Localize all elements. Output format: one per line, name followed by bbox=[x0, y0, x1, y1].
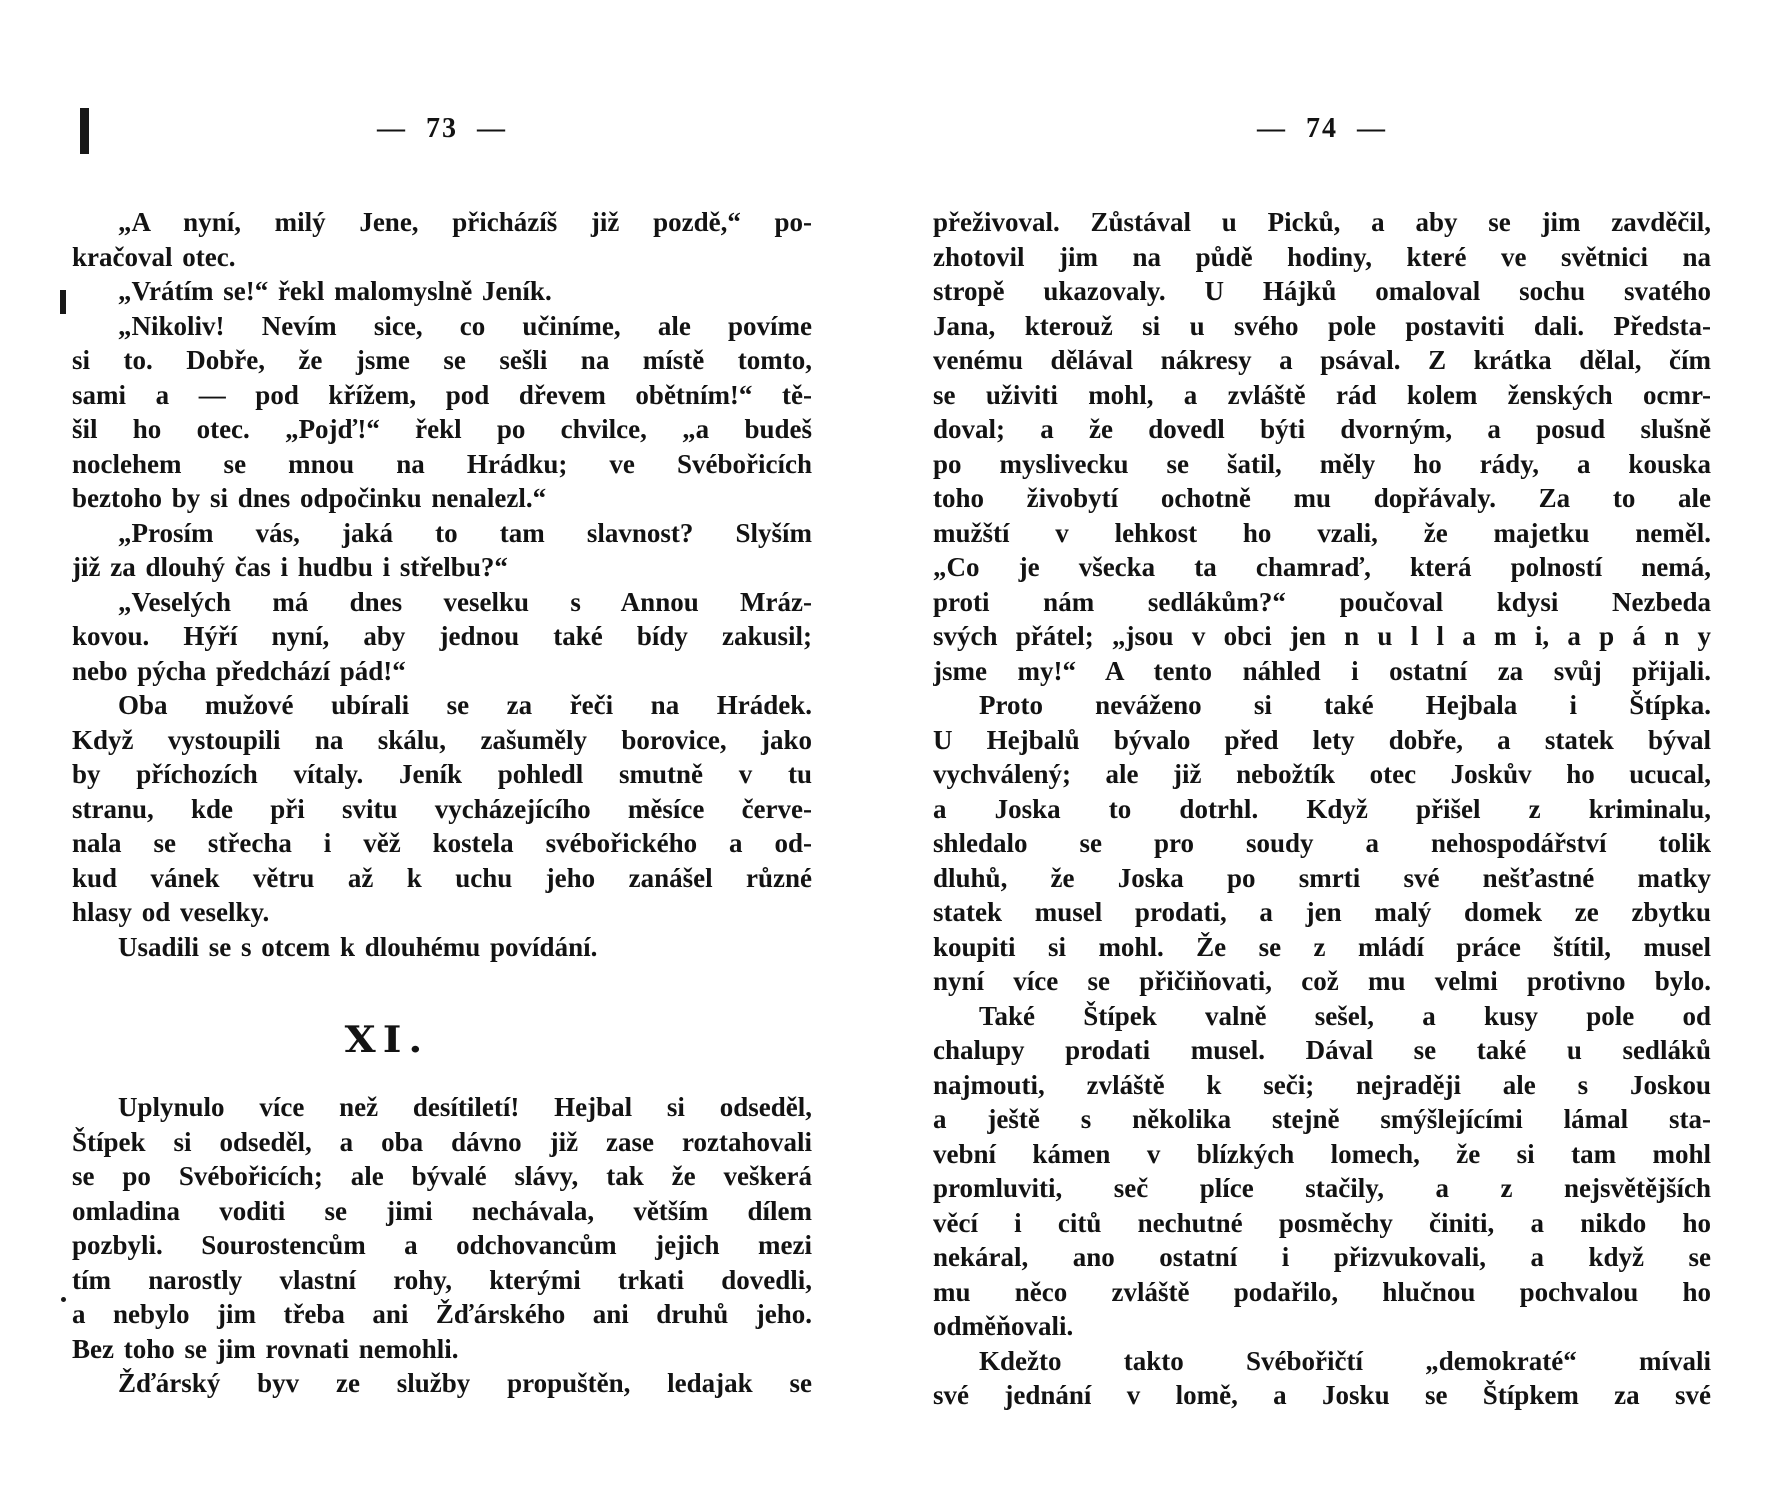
text-line: jsme my!“ A tento náhled i ostatní za svůj přijali. bbox=[933, 655, 1711, 686]
text-line: „Nikoliv! Nevím sice, co učiníme, ale povíme bbox=[118, 310, 812, 341]
text-line: po myslivecku se šatil, měly ho rády, a kouska bbox=[933, 448, 1711, 479]
text-line: statek musel prodati, a jen malý domek ze zbytku bbox=[933, 897, 1711, 927]
page-number-73: — 73 — bbox=[377, 113, 507, 144]
text-line: nekáral, ano ostatní i přizvukovali, a když se bbox=[933, 1242, 1711, 1272]
text-line: a ještě s několika stejně smýšlejícími lámal sta- bbox=[933, 1104, 1711, 1134]
text-line: pozbyli. Sourostencům a odchovancům jejich mezi bbox=[72, 1230, 812, 1260]
scan-artifact bbox=[80, 108, 89, 154]
text-line: stranu, kde při svitu vycházejícího měsíce červe- bbox=[72, 793, 812, 824]
text-line: koupiti si mohl. Že se z mládí práce štítil, musel bbox=[933, 931, 1711, 962]
text-line: zhotovil jim na půdě hodiny, které ve světnici na bbox=[933, 241, 1711, 272]
text-line: se po Svébořicích; ale bývalé slávy, tak že veškerá bbox=[72, 1161, 812, 1191]
text-line: svých přátel; „jsou v obci jen n u l l a m i, a p á n y bbox=[933, 621, 1711, 651]
text-line: nebo pýcha předchází pád!“ bbox=[72, 655, 406, 686]
text-line: proti nám sedlákům?“ poučoval kdysi Nezbeda bbox=[933, 586, 1711, 617]
page-73-text-block bbox=[72, 205, 812, 1401]
text-line: omladina voditi se jimi nechávala, větším dílem bbox=[72, 1195, 812, 1226]
text-line: Proto neváženo si také Hejbala i Štípka. bbox=[979, 690, 1711, 720]
scan-artifact bbox=[61, 1297, 66, 1302]
text-line: Uplynulo více než desítiletí! Hejbal si odseděl, bbox=[118, 1092, 812, 1122]
text-line: tím narostly vlastní rohy, kterými trkati dovedli, bbox=[72, 1264, 812, 1295]
text-line: se uživiti mohl, a zvláště rád kolem ženských ocmr- bbox=[933, 379, 1711, 410]
text-line: vychválený; ale již nebožtík otec Joskův ho ucucal, bbox=[933, 759, 1711, 789]
text-line: Také Štípek valně sešel, a kusy pole od bbox=[979, 1000, 1711, 1031]
text-line: sami a — pod křížem, pod dřevem obětním!“ tě- bbox=[72, 379, 812, 410]
text-line: kud vánek větru až k uchu jeho zanášel různé bbox=[72, 862, 812, 893]
text-line: nala se střecha i věž kostela svébořického a od- bbox=[72, 828, 812, 858]
text-line: Oba mužové ubírali se za řeči na Hrádek. bbox=[118, 690, 812, 720]
text-line: odměňovali. bbox=[933, 1311, 1074, 1341]
text-line: Kdežto takto Svébořičtí „demokraté“ mívali bbox=[979, 1345, 1711, 1376]
text-line: shledalo se pro soudy a nehospodářství tolik bbox=[933, 828, 1711, 858]
text-line: by příchozích vítaly. Jeník pohledl smutně v tu bbox=[72, 759, 812, 789]
text-line: „Vrátím se!“ řekl malomyslně Jeník. bbox=[118, 276, 552, 306]
text-line: mužští v lehkost ho vzali, že majetku neměl. bbox=[933, 517, 1711, 548]
chapter-heading: XI. bbox=[344, 1017, 430, 1062]
text-line: chalupy prodati musel. Dával se také u sedláků bbox=[933, 1035, 1711, 1065]
text-line: doval; a že dovedl býti dvorným, a posud slušně bbox=[933, 414, 1711, 444]
text-line: promluviti, seč plíce stačily, a z nejsvětějších bbox=[933, 1173, 1711, 1203]
text-line: „Prosím vás, jaká to tam slavnost? Slyším bbox=[118, 517, 812, 548]
text-line: mu něco zvláště podařilo, hlučnou pochvalou ho bbox=[933, 1276, 1711, 1307]
text-line: Štípek si odseděl, a oba dávno již zase roztahovali bbox=[72, 1126, 812, 1157]
text-line: si to. Dobře, že jsme se sešli na místě tomto, bbox=[72, 345, 812, 375]
text-line: kračoval otec. bbox=[72, 241, 236, 272]
text-line: beztoho by si dnes odpočinku nenalezl.“ bbox=[72, 483, 547, 513]
text-line: kovou. Hýří nyní, aby jednou také bídy zakusil; bbox=[72, 621, 812, 651]
text-line: Bez toho se jim rovnati nemohli. bbox=[72, 1333, 459, 1364]
text-line: své jednání v lomě, a Josku se Štípkem za své bbox=[933, 1380, 1711, 1410]
text-line: a Joska to dotrhl. Když přišel z kriminalu, bbox=[933, 793, 1711, 824]
text-line: najmouti, zvláště k seči; nejraději ale s Joskou bbox=[933, 1069, 1711, 1100]
text-line: Když vystoupili na skálu, zašuměly borovice, jako bbox=[72, 724, 812, 755]
text-line: vební kámen v blízkých lomech, že si tam mohl bbox=[933, 1138, 1711, 1169]
text-line: a nebylo jim třeba ani Žďárského ani druhů jeho. bbox=[72, 1299, 812, 1329]
text-line: nyní více se přičiňovati, což mu velmi protivno bylo. bbox=[933, 966, 1711, 996]
text-line: stropě ukazovaly. U Hájků omaloval sochu svatého bbox=[933, 276, 1711, 306]
scan-artifact bbox=[60, 290, 66, 314]
text-line: Jana, kterouž si u svého pole postaviti dali. Předsta- bbox=[933, 310, 1711, 341]
text-line: šil ho otec. „Pojď!“ řekl po chvilce, „a budeš bbox=[72, 414, 812, 444]
text-line: „Co je všecka ta chamraď, která polností nemá, bbox=[933, 552, 1711, 582]
text-line: noclehem se mnou na Hrádku; ve Svébořicích bbox=[72, 448, 812, 479]
text-line: věcí i citů nechutné posměchy činiti, a nikdo ho bbox=[933, 1207, 1711, 1238]
text-line: „Veselých má dnes veselku s Annou Mráz- bbox=[118, 586, 812, 617]
text-line: „A nyní, milý Jene, přicházíš již pozdě,“ po- bbox=[118, 207, 812, 237]
text-line: již za dlouhý čas i hudbu i střelbu?“ bbox=[72, 552, 508, 582]
text-line: Usadili se s otcem k dlouhému povídání. bbox=[118, 931, 598, 962]
text-line: dluhů, že Joska po smrti své nešťastné matky bbox=[933, 862, 1711, 893]
page-74-text-block bbox=[933, 205, 1711, 1413]
page-number-74: — 74 — bbox=[1257, 113, 1387, 144]
text-line: U Hejbalů bývalo před lety dobře, a statek býval bbox=[933, 724, 1711, 755]
text-line: přeživoval. Zůstával u Picků, a aby se jim zavděčil, bbox=[933, 207, 1711, 237]
page-73 bbox=[72, 110, 812, 1401]
page-74 bbox=[933, 110, 1711, 1413]
text-line: Žďárský byv ze služby propuštěn, ledajak se bbox=[118, 1368, 812, 1398]
text-line: toho živobytí ochotně mu dopřávaly. Za to ale bbox=[933, 483, 1711, 513]
text-line: venému dělával nákresy a psával. Z krátka dělal, čím bbox=[933, 345, 1711, 375]
text-line: hlasy od veselky. bbox=[72, 897, 270, 927]
